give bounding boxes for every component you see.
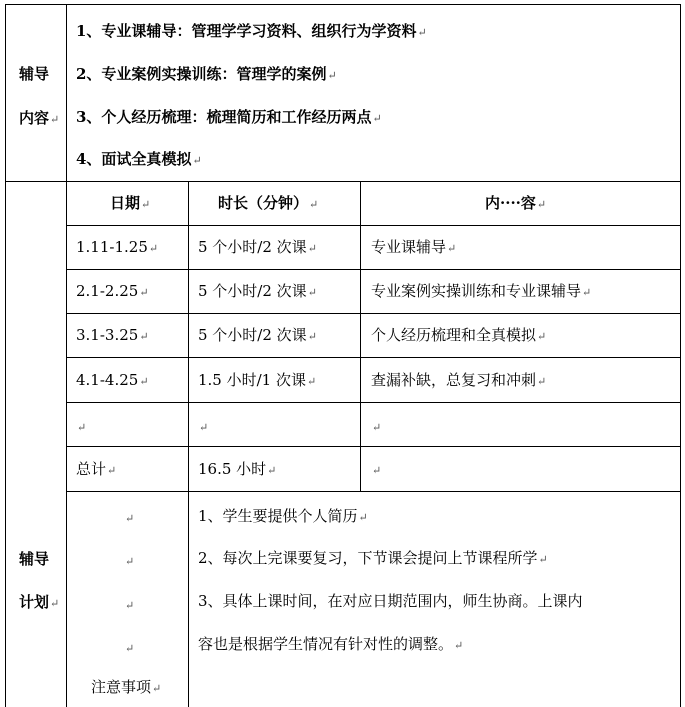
row-line [66, 446, 681, 447]
note-line: 1、学生要提供个人简历↵ [198, 507, 368, 525]
row-date: 3.1-3.25↵ [76, 326, 149, 344]
total-value: 16.5 小时↵ [198, 460, 277, 478]
empty-cell-mark: ↵ [125, 555, 135, 568]
empty-cell-mark: ↵ [372, 464, 382, 477]
table-border-top [5, 4, 681, 5]
column-divider [360, 181, 361, 491]
empty-cell-mark: ↵ [372, 421, 382, 434]
total-label: 总计↵ [76, 460, 117, 478]
header-content: 内····容↵ [485, 194, 547, 212]
note-line: 3、具体上课时间，在对应日期范围内，师生协商。上课内 [198, 592, 583, 610]
empty-cell-mark: ↵ [199, 421, 209, 434]
row-line [66, 225, 681, 226]
section2-label-line2: 计划↵ [19, 593, 60, 611]
row-duration: 5 个小时/2 次课↵ [198, 238, 317, 256]
header-date: 日期↵ [110, 194, 151, 212]
section-divider [5, 181, 681, 182]
row-line [66, 402, 681, 403]
content-item: 2、专业案例实操训练：管理学的案例↵ [76, 65, 337, 83]
note-line: 容也是根据学生情况有针对性的调整。↵ [198, 635, 464, 653]
row-duration: 5 个小时/2 次课↵ [198, 326, 317, 344]
row-duration: 5 个小时/2 次课↵ [198, 282, 317, 300]
label-column-divider [66, 4, 67, 707]
empty-cell-mark: ↵ [125, 642, 135, 655]
empty-cell-mark: ↵ [125, 512, 135, 525]
header-duration: 时长（分钟）↵ [218, 194, 319, 212]
row-date: 4.1-4.25↵ [76, 371, 149, 389]
content-item: 1、专业课辅导：管理学学习资料、组织行为学资料↵ [76, 22, 427, 40]
row-date: 1.11-1.25↵ [76, 238, 159, 256]
row-line [66, 269, 681, 270]
content-item: 4、面试全真模拟↵ [76, 150, 202, 168]
row-line [66, 357, 681, 358]
row-content: 专业课辅导↵ [371, 238, 457, 256]
empty-cell-mark: ↵ [77, 421, 87, 434]
row-date: 2.1-2.25↵ [76, 282, 149, 300]
row-content: 查漏补缺，总复习和冲刺↵ [371, 371, 547, 389]
row-line [66, 313, 681, 314]
note-line: 2、每次上完课要复习，下节课会提问上节课程所学↵ [198, 549, 548, 567]
content-item: 3、个人经历梳理：梳理简历和工作经历两点↵ [76, 108, 382, 126]
row-duration: 1.5 小时/1 次课↵ [198, 371, 317, 389]
table-border-left [5, 4, 6, 707]
row-content: 个人经历梳理和全真模拟↵ [371, 326, 547, 344]
row-line [66, 491, 681, 492]
section1-label-line1: 辅导 [19, 65, 50, 83]
row-content: 专业案例实操训练和专业课辅导↵ [371, 282, 592, 300]
table-border-right [680, 4, 681, 707]
empty-cell-mark: ↵ [125, 599, 135, 612]
column-divider [188, 181, 189, 707]
section2-label-line1: 辅导 [19, 550, 50, 568]
section1-label-line2: 内容↵ [19, 109, 60, 127]
notes-label: 注意事项↵ [91, 678, 162, 696]
